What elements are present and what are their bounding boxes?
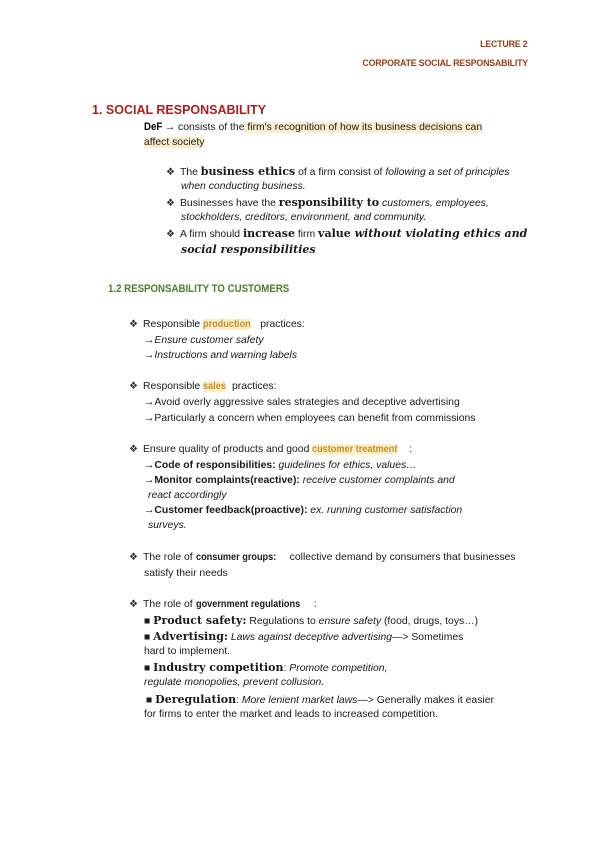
course-title: CORPORATE SOCIAL RESPONSABILITY <box>362 58 528 69</box>
term: Deregulation <box>155 693 237 706</box>
text: Ensure quality of products and good <box>143 444 313 455</box>
text: (food, drugs, toys…) <box>381 616 479 627</box>
keyword: production <box>203 319 251 330</box>
def-arrow: → consists of the <box>164 122 245 133</box>
text: : <box>409 444 413 455</box>
list-item <box>129 381 276 392</box>
text: collective demand by consumers that businesses <box>286 552 516 563</box>
regulation-item <box>144 614 478 627</box>
list-item <box>166 196 489 209</box>
text: Businesses have the <box>180 198 279 209</box>
definition-line <box>144 121 482 133</box>
sub-line: →Avoid overly aggressive sales strategies and deceptive advertising <box>144 397 460 408</box>
sub-line <box>144 505 462 516</box>
diamond-bullet-icon: ❖ <box>166 167 175 178</box>
subsection-title: 1.2 RESPONSABILITY TO CUSTOMERS <box>108 283 290 295</box>
label: →Monitor complaints(reactive): <box>144 475 300 486</box>
regulation-item-cont: hard to implement. <box>144 646 231 657</box>
text: Laws against deceptive advertising <box>230 632 393 643</box>
list-item <box>166 165 510 178</box>
list-item <box>129 444 412 455</box>
text: The role of <box>143 599 196 610</box>
text: guidelines for ethics, values… <box>275 460 417 471</box>
sub-line-cont: react accordingly <box>148 490 227 501</box>
keyword: customer treatment <box>312 444 398 455</box>
text: A firm should <box>180 229 243 240</box>
list-item <box>129 599 317 610</box>
text: Regulations to <box>246 616 319 627</box>
sub-line-cont: surveys. <box>148 520 187 531</box>
text: The role of <box>143 552 196 563</box>
diamond-bullet-icon: ❖ <box>129 381 138 392</box>
diamond-bullet-icon: ❖ <box>129 552 138 563</box>
sub-line: →Particularly a concern when employees can benefit from commissions <box>144 413 476 424</box>
text: firm <box>294 229 319 240</box>
sub-line <box>144 460 417 471</box>
term: Advertising: <box>153 630 228 643</box>
text: following a set of principles <box>385 167 510 178</box>
square-bullet-icon: ■ <box>146 695 153 706</box>
label: →Customer feedback(proactive): <box>144 505 308 516</box>
list-item <box>166 227 527 240</box>
diamond-bullet-icon: ❖ <box>129 319 138 330</box>
text: ex. running customer satisfaction <box>307 505 463 516</box>
regulation-item-cont: regulate monopolies, prevent collusion. <box>144 677 325 688</box>
label: →Code of responsibilities: <box>144 460 276 471</box>
term: responsibility to <box>278 196 380 209</box>
square-bullet-icon: ■ <box>144 616 151 627</box>
text: : <box>283 663 290 674</box>
text: Responsible <box>143 381 204 392</box>
diamond-bullet-icon: ❖ <box>166 229 175 240</box>
sub-line: →Instructions and warning labels <box>144 350 298 361</box>
regulation-item <box>144 630 463 643</box>
sub-line: →Ensure customer safety <box>144 335 264 346</box>
text: The <box>180 167 201 178</box>
text: : <box>313 599 317 610</box>
text: practices: <box>257 319 305 330</box>
term: business ethics <box>200 165 296 178</box>
term: Industry competition <box>153 661 284 674</box>
text: without violating ethics and <box>350 227 528 240</box>
square-bullet-icon: ■ <box>144 663 151 674</box>
regulation-item <box>144 661 387 674</box>
term: increase <box>242 227 295 240</box>
text: ensure safety <box>318 616 382 627</box>
list-item-cont: stockholders, creditors, environment, and community. <box>181 212 427 223</box>
text: receive customer complaints and <box>299 475 455 486</box>
list-item-cont: social responsibilities <box>181 243 316 256</box>
definition-line-2 <box>144 137 204 148</box>
term: value <box>318 227 351 240</box>
list-item-cont: satisfy their needs <box>144 568 228 579</box>
text: : <box>236 695 242 706</box>
def-text-2: affect society <box>144 137 205 148</box>
list-item <box>129 552 516 563</box>
term: Product safety: <box>153 614 247 627</box>
def-label: DeF <box>144 121 163 133</box>
text: Responsible <box>143 319 204 330</box>
lecture-number: LECTURE 2 <box>480 39 528 50</box>
text: —> Generally makes it easier <box>357 695 494 706</box>
keyword: consumer groups: <box>195 552 276 563</box>
diamond-bullet-icon: ❖ <box>129 444 138 455</box>
section-title: 1. SOCIAL RESPONSABILITY <box>92 103 267 117</box>
text: customers, employees, <box>379 198 489 209</box>
text: Promote competition, <box>289 663 388 674</box>
keyword: government regulations <box>195 599 300 610</box>
sub-line <box>144 475 455 486</box>
diamond-bullet-icon: ❖ <box>166 198 175 209</box>
square-bullet-icon: ■ <box>144 632 151 643</box>
list-item <box>129 319 305 330</box>
text: —> Sometimes <box>392 632 464 643</box>
def-text-1: firm's recognition of how its business decisions can <box>244 122 483 133</box>
regulation-item-cont: for firms to enter the market and leads to increased competition. <box>144 709 438 720</box>
text: of a firm consist of <box>295 167 386 178</box>
list-item-cont: when conducting business. <box>181 181 306 192</box>
diamond-bullet-icon: ❖ <box>129 599 138 610</box>
keyword: sales <box>203 381 226 392</box>
regulation-item <box>146 693 494 706</box>
text: More lenient market laws <box>241 695 358 706</box>
text: practices: <box>229 381 277 392</box>
